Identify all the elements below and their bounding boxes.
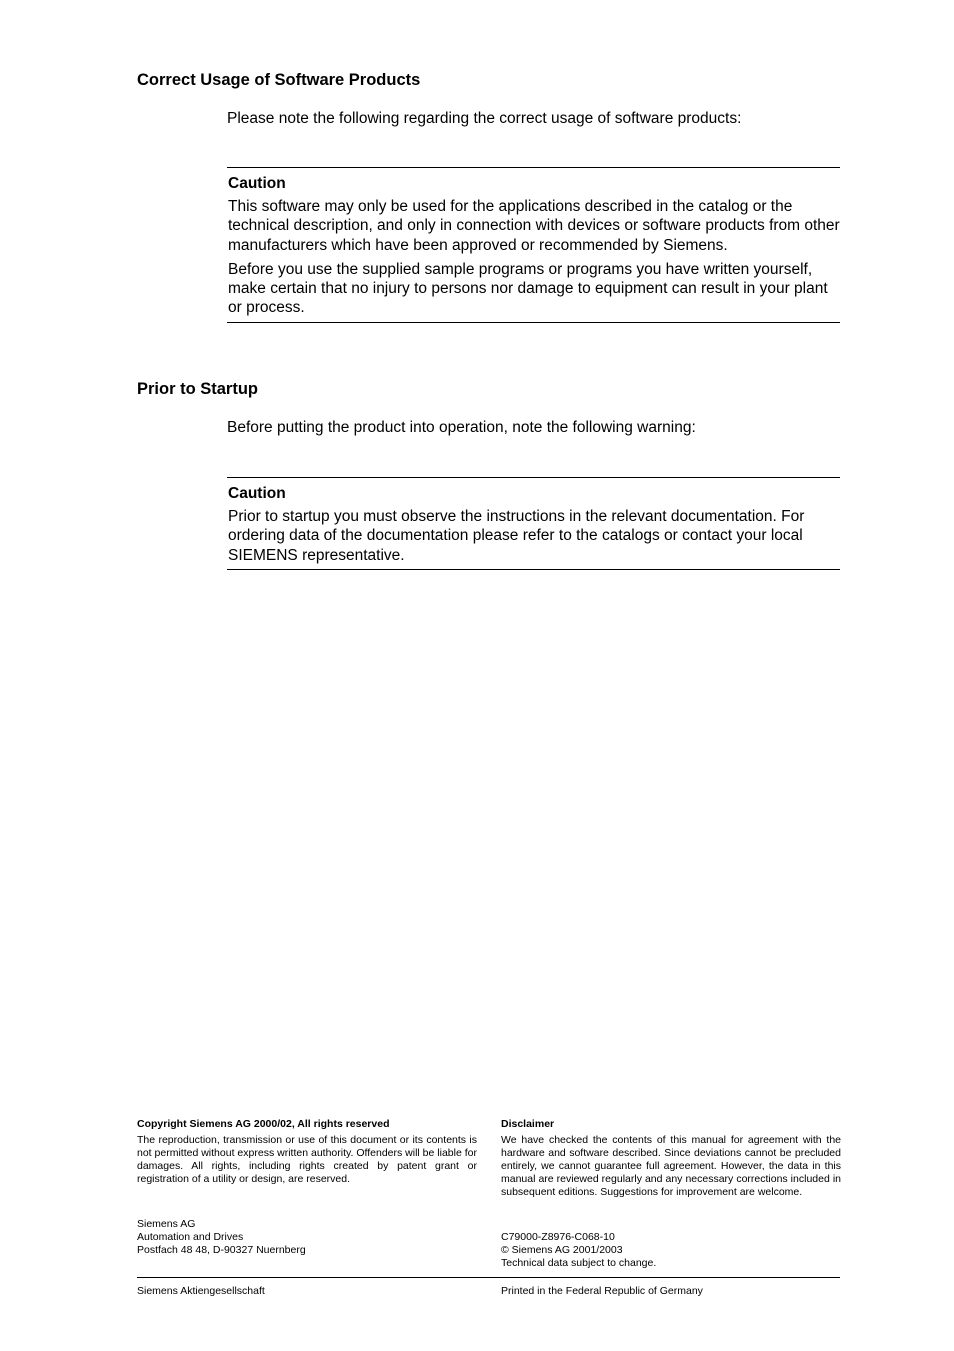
copyright-body: The reproduction, transmission or use of this document or its contents is not permitted without express written authority. Offenders will be liable for damages. All rights, including rights created by patent grant or registration of a utility or design, are reserved.: [137, 1134, 477, 1185]
company-address: [137, 1218, 306, 1257]
section-heading-software-usage: Correct Usage of Software Products: [137, 71, 421, 89]
disclaimer-title: Disclaimer: [501, 1118, 555, 1130]
document-info: [501, 1231, 656, 1270]
copyright-title: Copyright Siemens AG 2000/02, All rights reserved: [137, 1118, 390, 1130]
document-note: Technical data subject to change.: [501, 1257, 657, 1269]
address-line: Automation and Drives: [137, 1231, 244, 1243]
caution-paragraph: This software may only be used for the applications described in the catalog or the technical description, and only in connection with devices or software products from other manufacturers which have been approved or recommended by Siemens.: [228, 198, 840, 254]
caution-paragraph: Before you use the supplied sample programs or programs you have written yourself, make certain that no injury to persons nor damage to equipment can result in your plant or process.: [228, 260, 828, 317]
footer-disclaimer: [501, 1118, 841, 1269]
caution-paragraph: Prior to startup you must observe the instructions in the relevant documentation. For ordering data of the documentation please refer to the catalogs or contact your local SIEMENS representative.: [228, 508, 805, 564]
caution-title: Caution: [228, 175, 286, 192]
document-number: C79000-Z8976-C068-10: [501, 1231, 615, 1243]
section-intro-prior-to-startup: Before putting the product into operation, note the following warning:: [227, 419, 696, 436]
caution-title: Caution: [228, 485, 286, 502]
caution-box-prior-to-startup: [227, 477, 840, 570]
address-line: Postfach 48 48, D-90327 Nuernberg: [137, 1244, 306, 1256]
footer-divider: [137, 1277, 840, 1278]
disclaimer-body: We have checked the contents of this manual for agreement with the hardware and software described. Since deviations cannot be precluded entirely, we cannot guarantee full agreement. However, the data in this manual are reviewed regularly and any necessary corrections included in subsequent editions. Suggestions for improvement are welcome.: [501, 1134, 841, 1198]
footer-company-name: Siemens Aktiengesellschaft: [137, 1285, 265, 1297]
footer-printed-in: Printed in the Federal Republic of Germany: [501, 1285, 703, 1297]
section-heading-prior-to-startup: Prior to Startup: [137, 380, 259, 398]
address-line: Siemens AG: [137, 1218, 196, 1230]
footer-copyright: [137, 1118, 477, 1256]
section-intro-software-usage: Please note the following regarding the correct usage of software products:: [227, 110, 742, 127]
caution-box-software-usage: [227, 167, 840, 323]
document-copyright: © Siemens AG 2001/2003: [501, 1244, 623, 1256]
